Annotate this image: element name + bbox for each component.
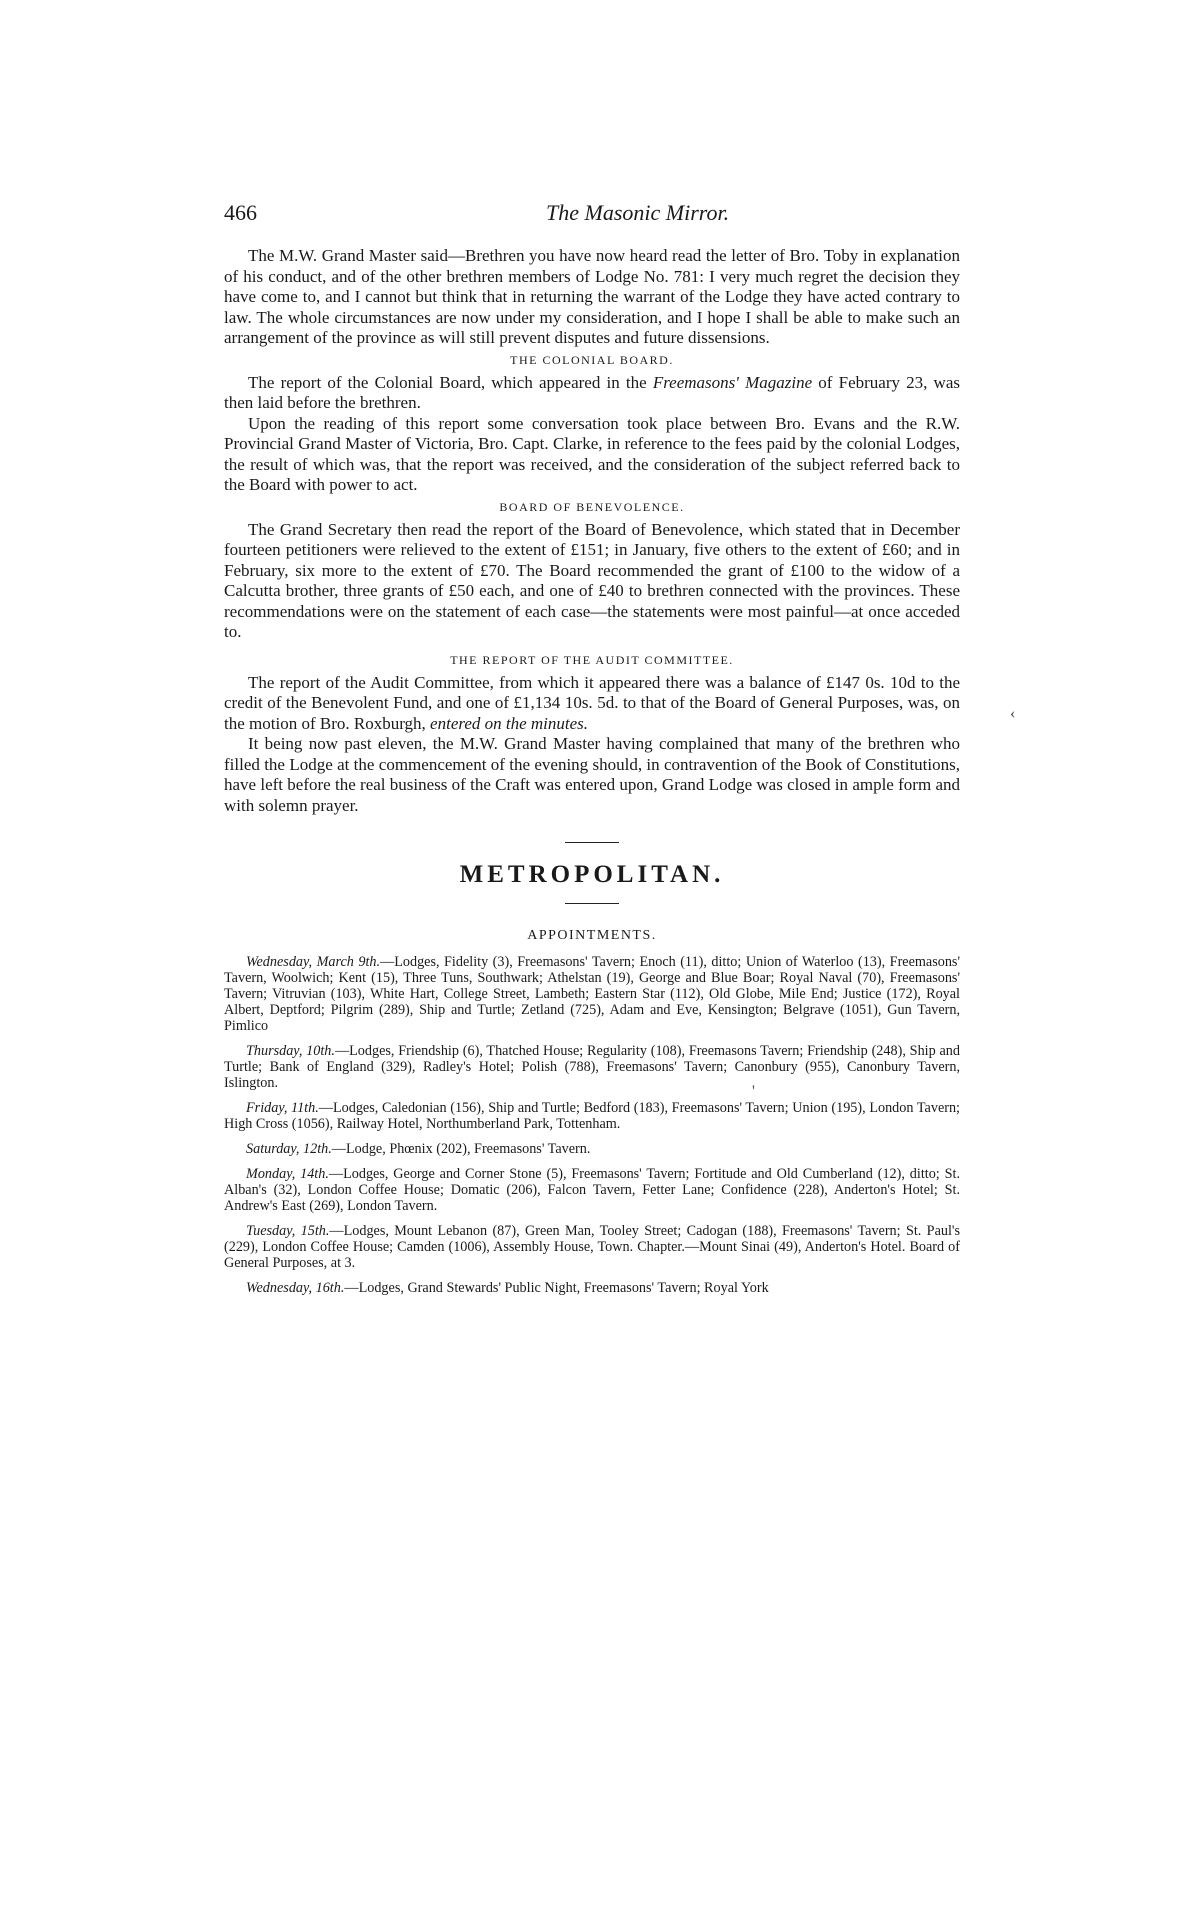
appointments-list	[224, 954, 960, 1296]
appointment-day: Friday, 11th.	[246, 1100, 319, 1116]
audit-paragraph	[224, 673, 960, 735]
appointment-entry	[224, 1280, 960, 1296]
appointment-day: Saturday, 12th.	[246, 1141, 332, 1157]
appointment-text: —Lodge, Phœnix (202), Freemasons' Tavern.	[331, 1141, 591, 1157]
audit-heading: THE REPORT OF THE AUDIT COMMITTEE.	[450, 652, 734, 667]
appointment-text: —Lodges, George and Corner Stone (5), Freemasons' Tavern; Fortitude and Old Cumberland (12), ditto; St. Alban's (32), London Coffee House; Domatic (206), Falcon Tavern, Fetter Lane; Confidence (228), Anderton's Hotel; St. Andrew's East (269), London Tavern.	[224, 1166, 960, 1214]
audit-text: The report of the Audit Committee, from which it appeared there was a balance of £147 0s. 10d to the credit of the Benevolent Fund, and one of £1,134 10s. 5d. to that of the Board of General Purposes, was, on the motion of Bro. Roxburgh,	[224, 672, 960, 733]
divider-rule	[565, 842, 619, 843]
appointment-text: —Lodges, Fidelity (3), Freemasons' Tavern; Enoch (11), ditto; Union of Waterloo (13), Freemasons' Tavern, Woolwich; Kent (15), Three Tuns, Southwark; Athelstan (19), George and Blue Boar; Royal Naval (70), Freemasons' Tavern; Vitruvian (103), White Hart, College Street, Lambeth; Eastern Star (112), Old Globe, Mile End; Justice (172), Royal Albert, Deptford; Pilgrim (289), Ship and Turtle; Zetland (725), Adam and Eve, Kensington; Belgrave (1051), Gun Tavern, Pimlico	[224, 954, 961, 1034]
divider-rule	[565, 903, 619, 904]
audit-italic: entered on the minutes.	[430, 713, 589, 733]
appointments-heading: APPOINTMENTS.	[527, 928, 657, 943]
appointment-entry	[224, 1166, 960, 1214]
appointment-day: Tuesday, 15th.	[246, 1223, 330, 1239]
closing-paragraph: It being now past eleven, the M.W. Grand Master having complained that many of the brethren who filled the Lodge at the commencement of the evening should, in contravention of the Book of Constitutions, have left before the real business of the Craft was entered upon, Grand Lodge was closed in ample form and with solemn prayer.	[224, 734, 960, 815]
benevolence-heading: BOARD OF BENEVOLENCE.	[499, 499, 685, 514]
magazine-title: Freemasons' Magazine	[652, 372, 813, 392]
appointment-day: Wednesday, 16th.	[246, 1280, 345, 1296]
running-title: The Masonic Mirror.	[546, 200, 730, 225]
appointment-text: —Lodges, Grand Stewards' Public Night, Freemasons' Tavern; Royal York	[344, 1280, 769, 1296]
page-header	[224, 200, 960, 234]
colonial-text-b: of February 23, was then laid before the brethren.	[224, 372, 960, 412]
appointment-entry	[224, 954, 960, 1034]
colonial-text-a: The report of the Colonial Board, which appeared in the	[248, 372, 653, 392]
stray-mark: '	[752, 1083, 755, 1100]
appointment-entry	[224, 1223, 960, 1271]
colonial-board-heading: THE COLONIAL BOARD.	[510, 352, 674, 367]
appointment-text: —Lodges, Friendship (6), Thatched House; Regularity (108), Freemasons Tavern; Friendship (248), Ship and Turtle; Bank of England (329), Radley's Hotel; Polish (788), Freemasons' Tavern; Canonbury (955), Canonbury Tavern, Islington.	[224, 1043, 960, 1091]
appointment-day: Thursday, 10th.	[246, 1043, 335, 1059]
appointment-day: Wednesday, March 9th.	[246, 954, 381, 970]
grand-master-paragraph: The M.W. Grand Master said—Brethren you have now heard read the letter of Bro. Toby in explanation of his conduct, and of the other brethren members of Lodge No. 781: I very much regret the decision they have come to, and I cannot but think that in returning the warrant of the Lodge they have acted contrary to law. The whole circumstances are now under my consideration, and I hope I shall be able to make such an arrangement of the province as will still prevent disputes and future dissensions.	[224, 246, 960, 347]
benevolence-paragraph: The Grand Secretary then read the report of the Board of Benevolence, which stated that in December fourteen petitioners were relieved to the extent of £151; in January, five others to the extent of £60; and in February, six more to the extent of £70. The Board recommended the grant of £100 to the widow of a Calcutta brother, three grants of £50 each, and one of £40 to brethren connected with the provinces. These recommendations were on the statement of each case—the statements were most painful—at once acceded to.	[224, 519, 960, 641]
margin-mark: ‹	[1010, 705, 1016, 722]
appointment-entry	[224, 1141, 960, 1157]
metropolitan-heading: METROPOLITAN.	[459, 861, 725, 888]
page	[224, 200, 960, 1305]
appointment-entry	[224, 1100, 960, 1132]
appointment-text: —Lodges, Caledonian (156), Ship and Turtle; Bedford (183), Freemasons' Tavern; Union (195), London Tavern; High Cross (1056), Railway Hotel, Northumberland Park, Tottenham.	[224, 1100, 960, 1132]
colonial-discussion-paragraph: Upon the reading of this report some conversation took place between Bro. Evans and the R.W. Provincial Grand Master of Victoria, Bro. Capt. Clarke, in reference to the fees paid by the colonial Lodges, the result of which was, that the report was received, and the consideration of the subject referred back to the Board with power to act.	[224, 413, 960, 494]
page-number: 466	[224, 200, 257, 225]
appointment-entry	[224, 1043, 960, 1091]
colonial-board-paragraph	[224, 373, 960, 414]
appointment-day: Monday, 14th.	[246, 1166, 329, 1182]
appointment-text: —Lodges, Mount Lebanon (87), Green Man, Tooley Street; Cadogan (188), Freemasons' Tavern; St. Paul's (229), London Coffee House; Camden (1006), Assembly House, Town. Chapter.—Mount Sinai (49), Anderton's Hotel. Board of General Purposes, at 3.	[224, 1223, 960, 1271]
